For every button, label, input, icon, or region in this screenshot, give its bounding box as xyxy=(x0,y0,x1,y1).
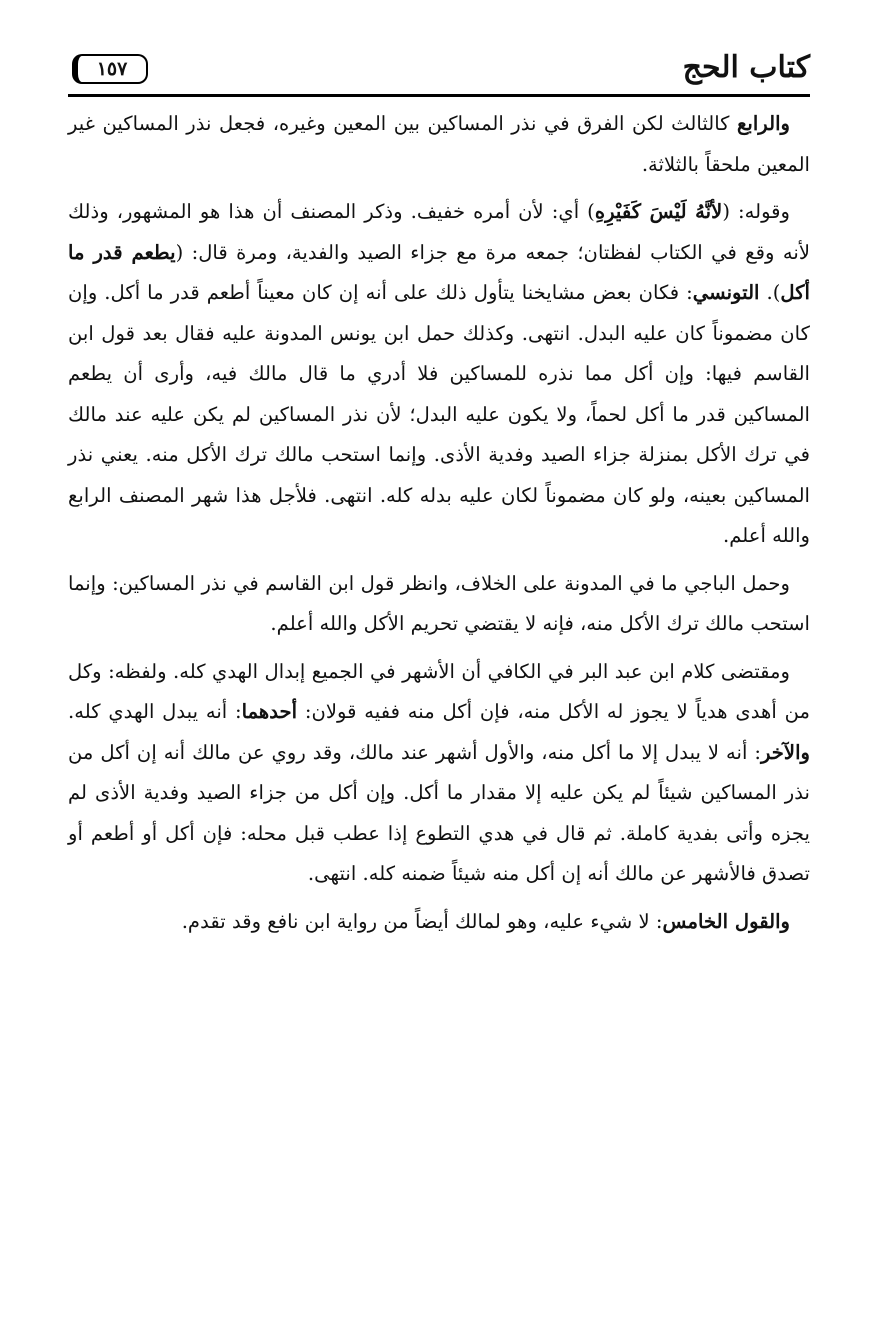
paragraph-fourth-opinion xyxy=(68,104,810,185)
emphasis-term: أحدهما xyxy=(241,700,298,723)
paragraph-text: وقوله: ( xyxy=(722,200,791,223)
paragraph-text: : فكان بعض مشايخنا يتأول ذلك على أنه إن كان معيناً أطعم قدر ما أكل. وإن كان مضموناً كان عليه البدل. انتهى. وكذلك حمل ابن يونس المدونة عليه فقال بعد قول ابن القاسم فيها: وإن أكل مما نذره للمساكين فلا أدري ما قال مالك فيه، وأرى أن يطعم المساكين قدر ما أكل لحماً، ولا يكون عليه البدل؛ لأن نذر المساكين لم يكن عليه عند مالك في ترك الأكل بمنزلة جزاء الصيد وفدية الأذى. وإنما استحب مالك ترك الأكل منه. يعني نذر المساكين بعينه، ولو كان مضموناً لكان عليه بدله كله. انتهى. فلأجل هذا شهر المصنف الرابع والله أعلم. xyxy=(68,281,810,547)
scholar-name: التونسي xyxy=(692,281,760,304)
running-title: كتاب الحج xyxy=(682,50,810,85)
paragraph-ibn-abd-al-barr xyxy=(68,652,810,895)
paragraph-text: : أنه لا يبدل إلا ما أكل منه، والأول أشهر عند مالك، وقد روي عن مالك أنه إن أكل من نذر المساكين شيئاً لم يكن عليه إلا مقدار ما أكل. وإن أكل من جزاء الصيد وفدية الأذى لم يجزه وأتى بفدية كاملة. ثم قال في هدي التطوع إذا عطب قبل محله: فإن أكل أو أطعم أو تصدق فالأشهر عن مالك أنه إن أكل منه شيئاً ضمنه كله. انتهى. xyxy=(68,740,810,885)
quoted-phrase: لأنَّهُ لَيْسَ كَفَيْرِهِ xyxy=(594,200,723,223)
page-header xyxy=(68,38,810,96)
book-page xyxy=(68,38,810,1281)
paragraph-fifth-opinion xyxy=(68,902,810,943)
paragraph-lead: والقول الخامس xyxy=(662,909,790,933)
body-text xyxy=(68,104,810,942)
paragraph-text: : لا شيء عليه، وهو لمالك أيضاً من رواية ابن نافع وقد تقدم. xyxy=(181,909,663,933)
paragraph-text: وحمل الباجي ما في المدونة على الخلاف، وانظر قول ابن القاسم في نذر المساكين: وإنما استحب مالك ترك الأكل منه، فإنه لا يقتضي تحريم الأكل والله أعلم. xyxy=(68,571,810,635)
paragraph-text: كالثالث لكن الفرق في نذر المساكين بين المعين وغيره، فجعل نذر المساكين غير المعين ملحقاً بالثلاثة. xyxy=(68,112,810,176)
header-rule xyxy=(68,94,810,97)
paragraph-commentary xyxy=(68,192,810,557)
quoted-phrase: يطعم قدر ما أكل xyxy=(68,240,810,304)
paragraph-baji xyxy=(68,564,810,645)
paragraph-lead: والرابع xyxy=(736,112,790,135)
emphasis-term: والآخر xyxy=(760,740,810,764)
paragraph-text: ومقتضى كلام ابن عبد البر في الكافي أن الأشهر في الجميع إبدال الهدي كله. ولفظه: وكل من أهدى هدياً لا يجوز له الأكل منه، فإن أكل منه ففيه قولان: xyxy=(68,659,810,723)
page-number: ١٥٧ xyxy=(72,54,148,84)
paragraph-text: : أنه يبدل الهدي كله. xyxy=(68,700,242,723)
paragraph-text: ). xyxy=(759,281,781,304)
paragraph-text: ) أي: لأن أمره خفيف. وذكر المصنف أن هذا هو المشهور، وذلك لأنه وقع في الكتاب لفظتان؛ جمعه مرة مع جزاء الصيد والفدية، ومرة قال: ( xyxy=(68,200,810,264)
